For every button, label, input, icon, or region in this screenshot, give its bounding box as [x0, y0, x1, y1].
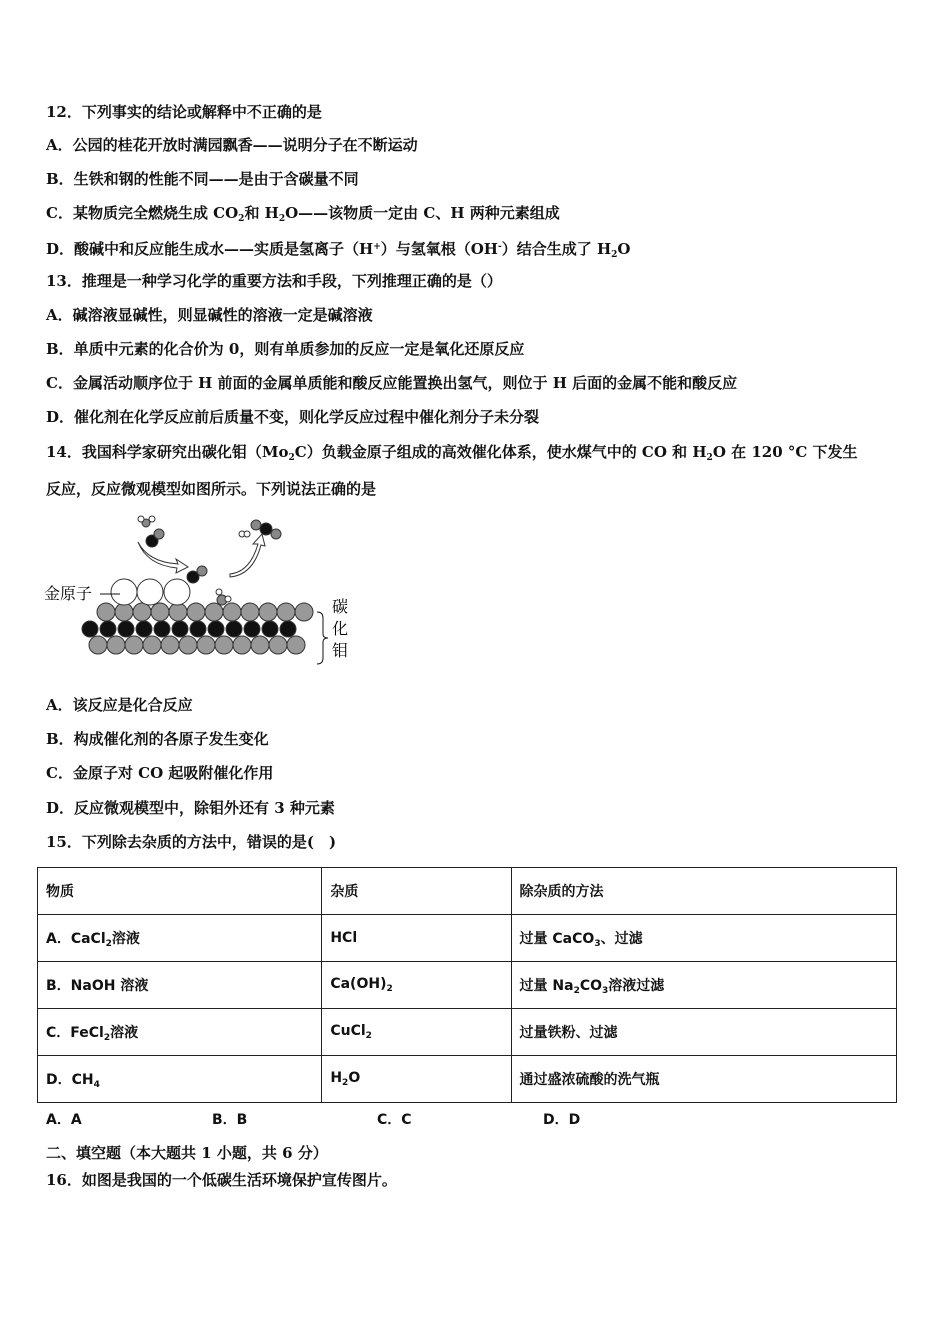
molybdenum-atom	[143, 636, 161, 654]
molecules	[82, 516, 313, 654]
text-segment: C．金原子对 CO 起吸附催化作用	[46, 764, 274, 782]
molybdenum-atom	[295, 603, 313, 621]
answer-option-a[interactable]: A．A	[46, 1112, 82, 1128]
text-segment: O	[348, 1070, 361, 1086]
table-cell	[511, 1056, 896, 1103]
table-row	[38, 1056, 897, 1103]
text-segment: 反应，反应微观模型如图所示。下列说法正确的是	[46, 480, 377, 498]
text-segment: B．构成催化剂的各原子发生变化	[46, 730, 269, 748]
reaction-micro-model-figure	[42, 512, 362, 672]
text-segment: 杂质	[330, 884, 359, 900]
text-segment: C．某物质完全燃烧生成 CO	[46, 204, 239, 222]
text-segment: Ca(OH)	[330, 976, 387, 992]
table-cell	[38, 1009, 322, 1056]
carbon-atom	[82, 621, 98, 637]
text-segment: O	[617, 240, 631, 258]
molybdenum-atom	[215, 636, 233, 654]
arrow-up-right-icon	[230, 534, 265, 577]
text-segment: 14．我国科学家研究出碳化钼（Mo	[46, 443, 289, 461]
molybdenum-atom	[125, 636, 143, 654]
text-segment: A．CaCl	[46, 930, 106, 947]
carbon-atom	[208, 621, 224, 637]
text-line	[46, 135, 418, 155]
answer-option-b[interactable]: B．B	[212, 1112, 248, 1128]
carbon-atom	[262, 621, 278, 637]
table-cell	[38, 915, 322, 962]
text-segment: 过量铁粉、过滤	[519, 1025, 618, 1041]
text-segment: 12．下列事实的结论或解释中不正确的是	[46, 103, 322, 121]
answer-option-d[interactable]: D．D	[543, 1112, 581, 1128]
subscript: 2	[103, 1032, 111, 1043]
table-cell	[322, 962, 511, 1009]
superscript: +	[373, 242, 381, 252]
carbon-atom	[172, 621, 188, 637]
text-segment: 16．如图是我国的一个低碳生活环境保护宣传图片。	[46, 1171, 397, 1189]
hydrogen-atom	[138, 516, 144, 522]
gold-atom	[137, 579, 163, 605]
text-segment: HCl	[330, 930, 358, 946]
gold-atom-label: 金原子	[44, 584, 93, 603]
molybdenum-atom	[115, 603, 133, 621]
superscript: -	[497, 242, 502, 252]
text-line	[46, 479, 376, 499]
text-line	[46, 832, 336, 852]
text-segment: CO	[579, 977, 603, 994]
text-segment: 过量 CaCO	[519, 930, 595, 947]
molybdenum-atom	[161, 636, 179, 654]
molybdenum-atom	[205, 603, 223, 621]
carbon-atom	[154, 621, 170, 637]
text-segment: 、过滤	[600, 930, 643, 947]
oxygen-atom	[251, 520, 261, 530]
text-line	[46, 271, 502, 291]
text-segment: 和 H	[244, 204, 279, 222]
subscript: 2	[238, 214, 245, 224]
table-cell	[322, 1056, 511, 1103]
subscript: 2	[386, 984, 393, 994]
text-line	[46, 442, 858, 468]
table-cell	[38, 1056, 322, 1103]
carrier-label-char: 碳	[332, 597, 349, 616]
molybdenum-atom	[133, 603, 151, 621]
text-segment: H	[330, 1070, 343, 1086]
text-segment: D．反应微观模型中，除钼外还有 3 种元素	[46, 799, 335, 817]
molybdenum-atom	[241, 603, 259, 621]
molybdenum-atom	[287, 636, 305, 654]
text-segment: 物质	[46, 884, 74, 900]
table-row	[38, 1009, 897, 1056]
carbon-atom	[100, 621, 116, 637]
molybdenum-atom	[169, 603, 187, 621]
text-line	[46, 729, 269, 749]
carbon-atom	[226, 621, 242, 637]
text-segment: A．公园的桂花开放时满园飘香——说明分子在不断运动	[46, 136, 418, 154]
impurity-removal-table	[37, 867, 897, 1103]
text-line	[46, 373, 737, 393]
molybdenum-atom	[187, 603, 205, 621]
table-cell	[322, 1009, 511, 1056]
gold-atom	[164, 579, 190, 605]
molybdenum-atom	[251, 636, 269, 654]
text-segment: ）与氢氧根（OH	[380, 240, 498, 258]
molybdenum-atom	[223, 603, 241, 621]
subscript: 2	[706, 453, 713, 463]
molybdenum-atom	[107, 636, 125, 654]
molybdenum-atom	[179, 636, 197, 654]
text-line	[46, 763, 273, 783]
oxygen-atom	[154, 529, 164, 539]
table-cell	[38, 868, 322, 915]
hydrogen-atom	[216, 589, 222, 595]
text-line	[46, 339, 524, 359]
text-segment: D．催化剂在化学反应前后质量不变，则化学反应过程中催化剂分子未分裂	[46, 408, 540, 426]
carbon-atom	[244, 621, 260, 637]
text-line	[46, 1143, 328, 1163]
subscript: 2	[573, 985, 580, 996]
text-segment: 二、填空题（本大题共 1 小题，共 6 分）	[46, 1144, 328, 1162]
subscript: 4	[93, 1079, 100, 1090]
molybdenum-atom	[151, 603, 169, 621]
table-row	[38, 915, 897, 962]
oxygen-atom	[197, 566, 207, 576]
text-segment: B．生铁和钢的性能不同——是由于含碳量不同	[46, 170, 359, 188]
carrier-label-char: 化	[332, 619, 349, 638]
table-cell	[511, 1009, 896, 1056]
subscript: 2	[611, 250, 618, 260]
text-segment: D．CH	[46, 1071, 94, 1088]
subscript: 2	[342, 1078, 349, 1088]
table-cell	[322, 915, 511, 962]
text-segment: 溶液过滤	[608, 977, 665, 994]
table-cell	[38, 962, 322, 1009]
subscript: 2	[278, 214, 286, 224]
hydrogen-atom	[244, 531, 250, 537]
molybdenum-atom	[259, 603, 277, 621]
carbon-atom	[280, 621, 296, 637]
text-line	[46, 203, 560, 229]
molybdenum-atom	[277, 603, 295, 621]
molybdenum-atom	[97, 603, 115, 621]
text-segment: 13．推理是一种学习化学的重要方法和手段，下列推理正确的是（）	[46, 272, 502, 290]
text-segment: 15．下列除去杂质的方法中，错误的是( )	[46, 833, 337, 851]
carbon-atom	[190, 621, 206, 637]
answer-option-c[interactable]: C．C	[377, 1112, 412, 1128]
text-line	[46, 102, 322, 122]
text-line	[46, 798, 335, 818]
table-cell	[511, 915, 896, 962]
hydrogen-atom	[149, 516, 155, 522]
oxygen-atom	[271, 529, 281, 539]
subscript: 3	[594, 938, 601, 949]
text-segment: C）负载金原子组成的高效催化体系，使水煤气中的 CO 和 H	[294, 443, 707, 461]
carbon-atom	[260, 523, 272, 535]
subscript: 3	[602, 985, 609, 996]
text-segment: A．碱溶液显碱性，则显碱性的溶液一定是碱溶液	[46, 306, 373, 324]
text-segment: O——该物质一定由 C、H 两种元素组成	[285, 204, 560, 222]
text-segment: O 在 120 °C 下发生	[712, 443, 858, 461]
carbon-atom	[118, 621, 134, 637]
text-segment: A．该反应是化合反应	[46, 696, 193, 714]
table-cell	[511, 962, 896, 1009]
subscript: 2	[288, 453, 295, 463]
subscript: 2	[365, 1031, 372, 1041]
text-line	[46, 407, 539, 427]
text-segment: C．金属活动顺序位于 H 前面的金属单质能和酸反应能置换出氢气，则位于 H 后面的金属不能和酸反应	[46, 374, 738, 392]
text-segment: C．FeCl	[46, 1024, 104, 1041]
molybdenum-atom	[89, 636, 107, 654]
text-line	[46, 237, 630, 265]
hydrogen-atom	[225, 596, 231, 602]
text-segment: ）结合生成了 H	[501, 240, 612, 258]
text-segment: 溶液	[110, 1024, 139, 1041]
carrier-label-char: 钼	[332, 641, 349, 660]
gold-atom	[111, 579, 137, 605]
text-segment: 溶液	[111, 930, 140, 947]
molybdenum-atom	[233, 636, 251, 654]
molybdenum-atom	[269, 636, 287, 654]
arrow-down-right-icon	[138, 542, 188, 573]
text-segment: CuCl	[330, 1023, 366, 1039]
text-segment: 通过盛浓硫酸的洗气瓶	[519, 1072, 660, 1088]
text-segment: B．NaOH 溶液	[46, 978, 149, 994]
subscript: 2	[105, 938, 112, 949]
text-segment: B．单质中元素的化合价为 0，则有单质参加的反应一定是氧化还原反应	[46, 340, 525, 358]
table-header-row	[38, 868, 897, 915]
text-segment: 除杂质的方法	[519, 884, 604, 900]
text-segment: 过量 Na	[519, 977, 574, 994]
text-line	[46, 695, 193, 715]
text-segment: D．酸碱中和反应能生成水——实质是氢离子（H	[46, 240, 374, 258]
table-row	[38, 962, 897, 1009]
brace-icon	[317, 612, 328, 664]
text-line	[46, 1170, 397, 1190]
carbon-atom	[136, 621, 152, 637]
table-cell	[322, 868, 511, 915]
text-line	[46, 169, 359, 189]
molybdenum-atom	[197, 636, 215, 654]
table-cell	[511, 868, 896, 915]
text-line	[46, 305, 373, 325]
